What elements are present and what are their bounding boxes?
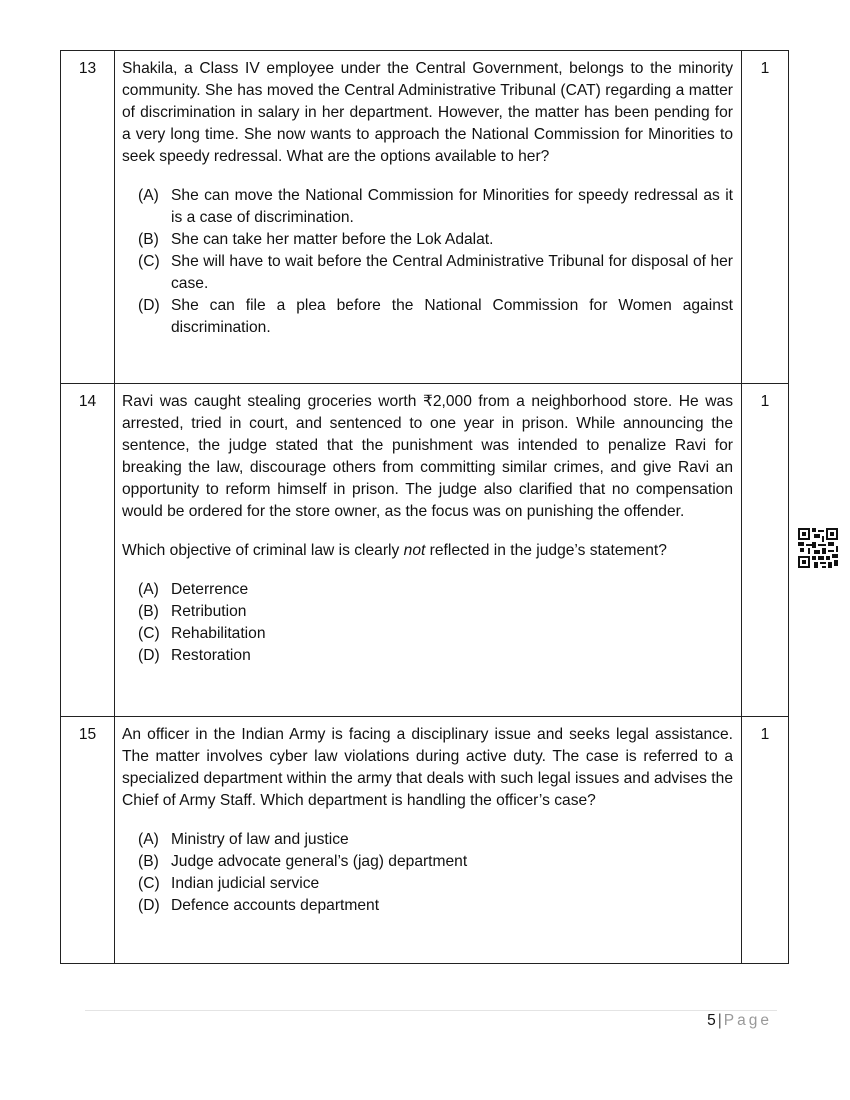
option-item: [138, 645, 733, 667]
question-text: Shakila, a Class IV employee under the Central Government, belongs to the minority community. She has moved the Central Administrative Tribunal (CAT) regarding a matter of discrimination in salary in her department. However, the matter has been pending for a very long time. She now wants to approach the National Commission for Minorities to seek speedy redressal. What are the options available to her?: [122, 60, 733, 165]
question-text: An officer in the Indian Army is facing a disciplinary issue and seeks legal assistance. The matter involves cyber law violations during active duty. The case is referred to a specialized department within the army that deals with such legal issues and advises the Chief of Army Staff. Which department is handling the officer’s case?: [122, 726, 733, 809]
option-text: She can move the National Commission for Minorities for speedy redressal as it is a case of discrimination.: [171, 187, 733, 226]
option-item: [138, 623, 733, 645]
option-item: [138, 829, 733, 851]
footer-divider: [85, 1010, 777, 1011]
question-cell: [115, 384, 742, 717]
option-item: [138, 601, 733, 623]
question-row: [61, 51, 789, 384]
option-item: [138, 895, 733, 917]
questions-table: [60, 50, 789, 964]
option-text: Indian judicial service: [171, 875, 320, 892]
option-item: [138, 185, 733, 229]
option-letter: (B): [138, 231, 159, 248]
question-row: [61, 717, 789, 964]
option-letter: (B): [138, 603, 159, 620]
option-text: Rehabilitation: [171, 625, 266, 642]
page-label: Page: [723, 1012, 772, 1029]
question-text: Ravi was caught stealing groceries worth ₹2,000 from a neighborhood store. He was arrested, tried in court, and sentenced to one year in prison. While announcing the sentence, the judge stated that the punishment was intended to penalize Ravi for breaking the law, discourage others from committing similar crimes, and give Ravi an opportunity to reform himself in prison. The judge also clarified that no compensation would be ordered for the store owner, as the focus was on punishing the offender.: [122, 393, 733, 520]
options-list: [138, 579, 733, 667]
option-letter: (A): [138, 187, 159, 204]
option-text: Judge advocate general’s (jag) department: [171, 853, 468, 870]
question-marks: 1: [742, 384, 789, 717]
option-text: Ministry of law and justice: [171, 831, 349, 848]
option-text: She will have to wait before the Central Administrative Tribunal for disposal of her case.: [171, 253, 733, 292]
option-item: [138, 251, 733, 295]
option-letter: (A): [138, 581, 159, 598]
question-prompt: [122, 540, 733, 562]
option-text: She can file a plea before the National Commission for Women against discrimination.: [171, 297, 733, 336]
option-letter: (D): [138, 647, 160, 664]
question-row: [61, 384, 789, 717]
option-letter: (B): [138, 853, 159, 870]
option-letter: (D): [138, 297, 160, 314]
question-marks: 1: [742, 51, 789, 384]
option-text: Restoration: [171, 647, 251, 664]
question-marks: 1: [742, 717, 789, 964]
question-cell: [115, 717, 742, 964]
prompt-emphasis: not: [403, 542, 426, 559]
footer-separator: |: [717, 1012, 722, 1029]
prompt-text: Which objective of criminal law is clearly: [122, 542, 404, 559]
option-letter: (C): [138, 253, 160, 270]
option-text: Deterrence: [171, 581, 249, 598]
question-number: 15: [61, 717, 115, 964]
option-text: Retribution: [171, 603, 247, 620]
question-cell: [115, 51, 742, 384]
question-number: 14: [61, 384, 115, 717]
options-list: [138, 185, 733, 339]
option-letter: (C): [138, 625, 160, 642]
option-item: [138, 229, 733, 251]
option-item: [138, 295, 733, 339]
option-letter: (C): [138, 875, 160, 892]
option-text: She can take her matter before the Lok Adalat.: [171, 231, 494, 248]
question-number: 13: [61, 51, 115, 384]
prompt-text: reflected in the judge’s statement?: [425, 542, 667, 559]
option-item: [138, 851, 733, 873]
option-text: Defence accounts department: [171, 897, 380, 914]
option-item: [138, 579, 733, 601]
qr-code-icon: [798, 528, 838, 568]
options-list: [138, 829, 733, 917]
option-item: [138, 873, 733, 895]
option-letter: (A): [138, 831, 159, 848]
page-number: 5: [707, 1012, 716, 1029]
page-footer: [707, 1012, 772, 1030]
option-letter: (D): [138, 897, 160, 914]
